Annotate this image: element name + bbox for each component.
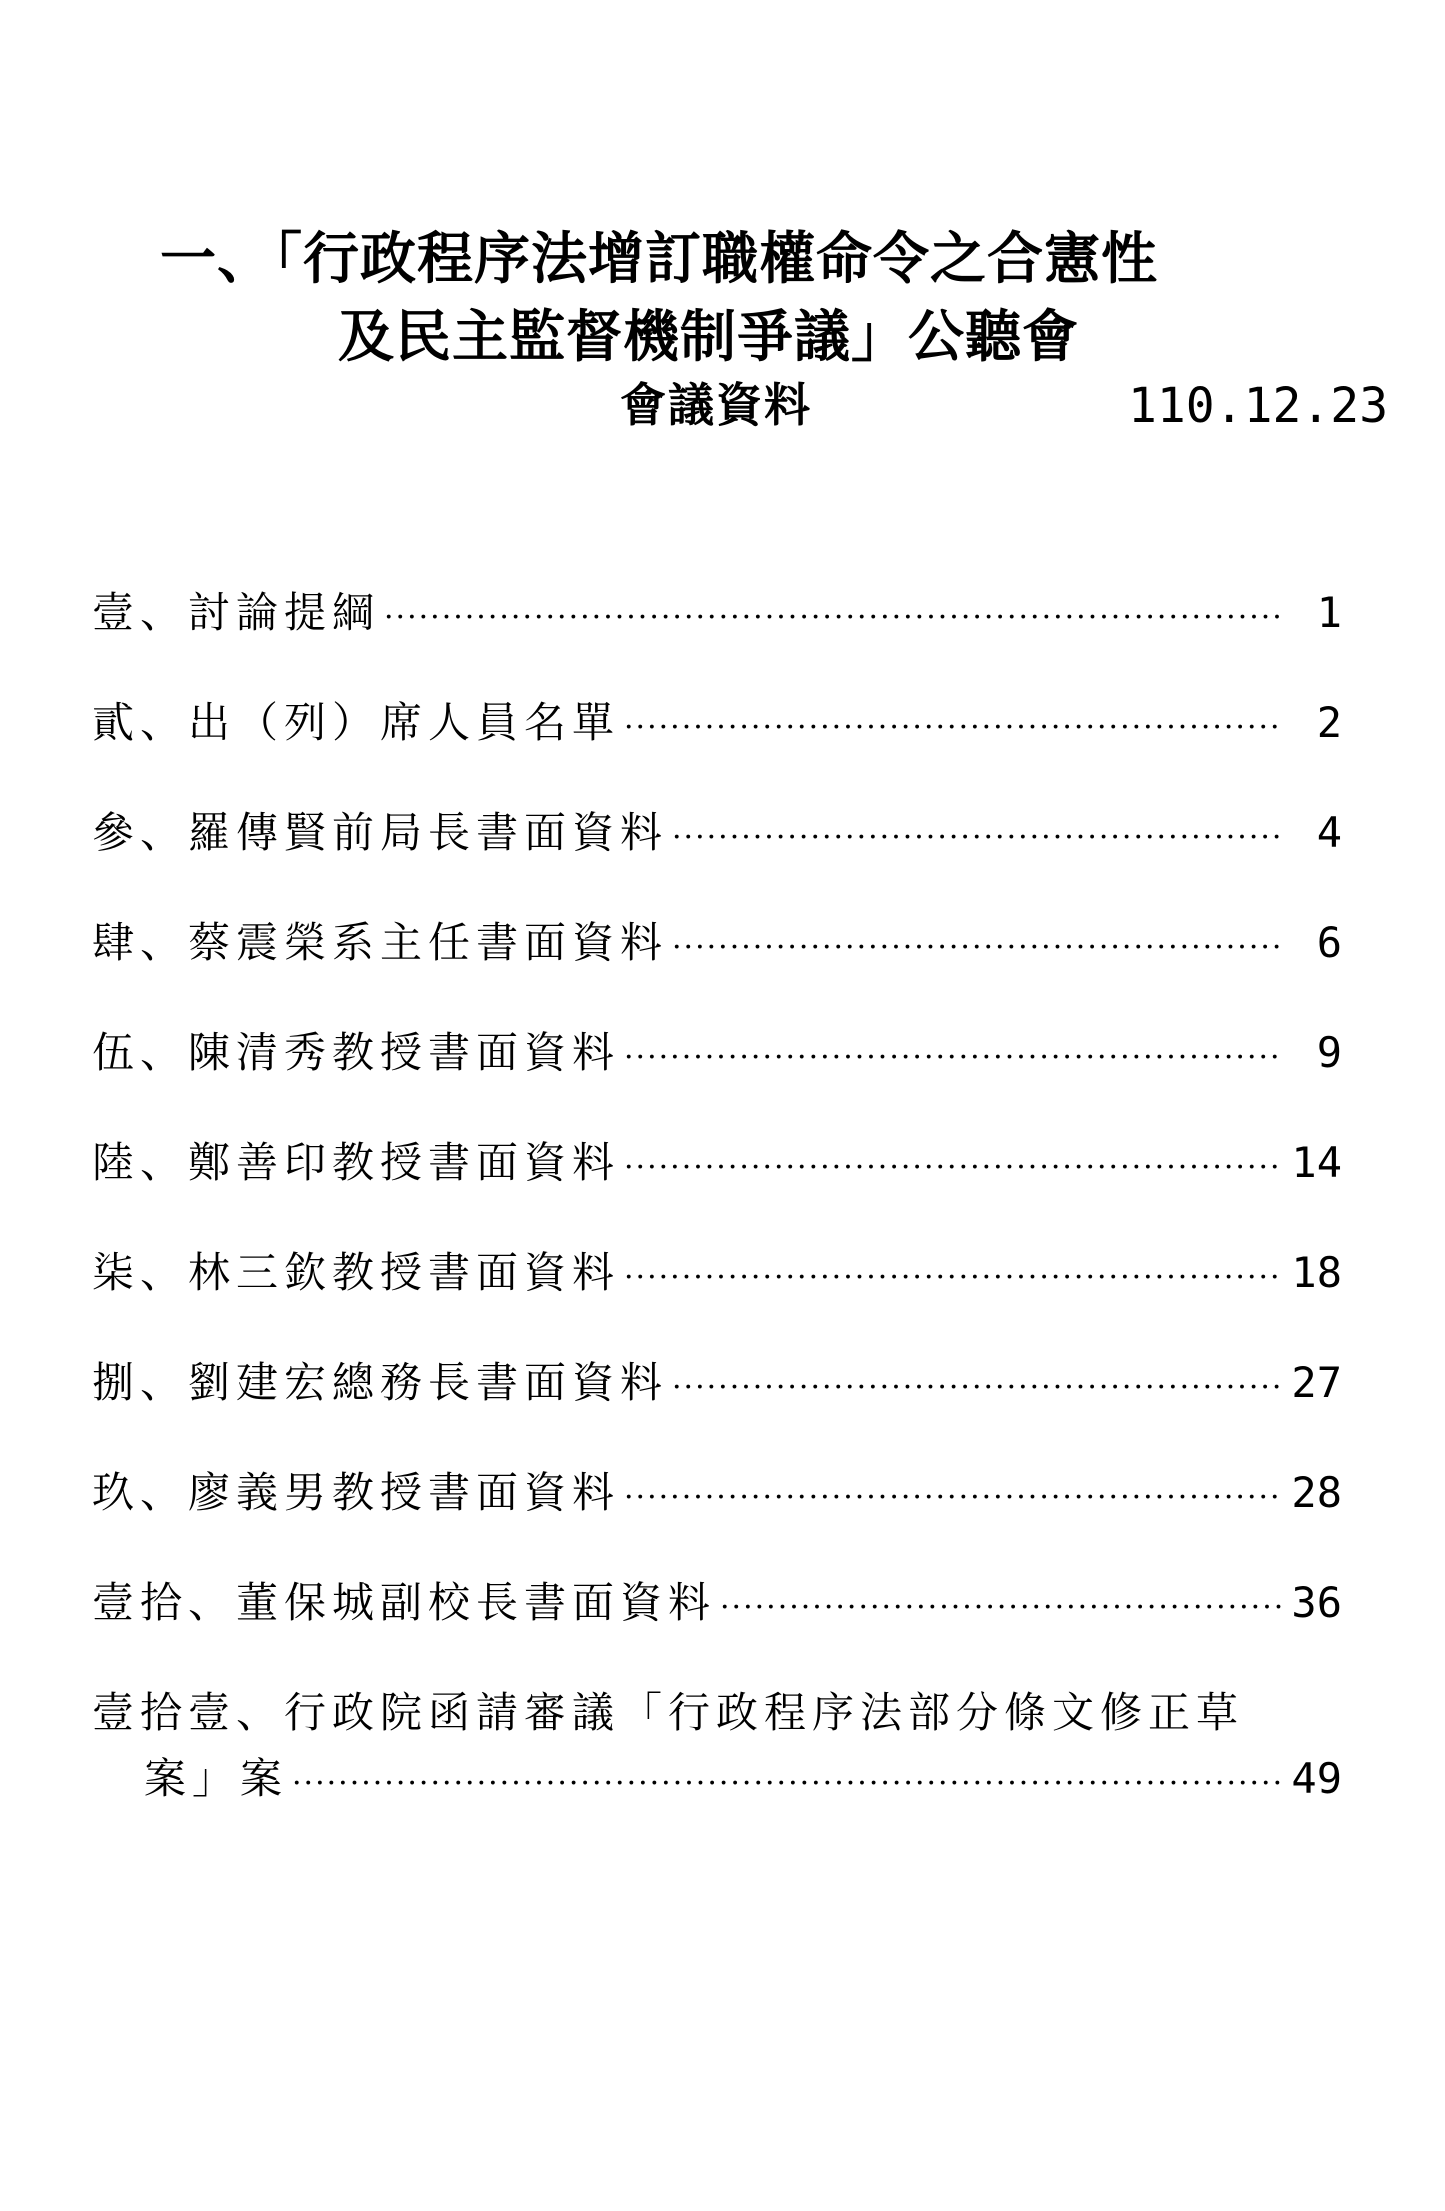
toc-item bbox=[92, 1136, 1342, 1246]
toc-item-page: 2 bbox=[1316, 698, 1342, 747]
toc-item-page: 18 bbox=[1291, 1248, 1342, 1297]
toc-item-label: 肆、蔡震榮系主任書面資料 bbox=[92, 918, 669, 967]
toc-item-page: 1 bbox=[1316, 588, 1342, 637]
page-title-line-2: 及民主監督機制爭議」公聽會 bbox=[338, 305, 1079, 370]
toc-item-label: 壹、討論提綱 bbox=[92, 588, 381, 637]
page-title-line-1: 一、「行政程序法增訂職權命令之合憲性 bbox=[160, 227, 1158, 292]
toc-item-page: 4 bbox=[1316, 808, 1342, 857]
document-date: 110.12.23 bbox=[1128, 378, 1389, 434]
toc-leader-dots bbox=[672, 1361, 1284, 1415]
toc-item-label: 陸、鄭善印教授書面資料 bbox=[92, 1138, 621, 1187]
toc-leader-dots bbox=[672, 921, 1284, 975]
toc-leader-dots bbox=[624, 1251, 1284, 1305]
toc-item-label: 玖、廖義男教授書面資料 bbox=[92, 1468, 621, 1517]
toc-item bbox=[92, 916, 1342, 1026]
toc-item bbox=[92, 586, 1342, 696]
toc-item-page: 49 bbox=[1291, 1754, 1342, 1803]
toc-item-page: 36 bbox=[1291, 1578, 1342, 1627]
toc-item-page: 14 bbox=[1291, 1138, 1342, 1187]
toc-item bbox=[92, 696, 1342, 806]
toc-item bbox=[92, 1576, 1342, 1686]
document-subtitle: 會議資料 bbox=[620, 378, 812, 432]
toc-leader-dots bbox=[624, 701, 1284, 755]
toc-leader-dots bbox=[672, 811, 1284, 865]
toc-item-label-line-1: 壹拾壹、行政院函請審議「行政程序法部分條文修正草 bbox=[92, 1688, 1245, 1737]
toc-leader-dots bbox=[624, 1471, 1284, 1525]
toc-item-page: 9 bbox=[1316, 1028, 1342, 1077]
toc-item-page: 28 bbox=[1291, 1468, 1342, 1517]
toc-item-label: 捌、劉建宏總務長書面資料 bbox=[92, 1358, 669, 1407]
toc-item-label-line-2: 案」案 bbox=[144, 1754, 289, 1803]
toc-leader-dots bbox=[292, 1757, 1284, 1811]
toc-leader-dots bbox=[384, 591, 1284, 645]
toc-item-page: 6 bbox=[1316, 918, 1342, 967]
toc-item-label: 壹拾、董保城副校長書面資料 bbox=[92, 1578, 717, 1627]
toc-item-label: 伍、陳清秀教授書面資料 bbox=[92, 1028, 621, 1077]
toc-item-label: 參、羅傳賢前局長書面資料 bbox=[92, 808, 669, 857]
toc-leader-dots bbox=[624, 1031, 1284, 1085]
toc-item bbox=[92, 1466, 1342, 1576]
toc-leader-dots bbox=[720, 1581, 1284, 1635]
toc-item-multiline bbox=[92, 1686, 1342, 1816]
toc-item bbox=[92, 1026, 1342, 1136]
toc-item-label: 柒、林三欽教授書面資料 bbox=[92, 1248, 621, 1297]
toc-leader-dots bbox=[624, 1141, 1284, 1195]
toc-item bbox=[92, 1246, 1342, 1356]
toc-item-label: 貳、出（列）席人員名單 bbox=[92, 698, 621, 747]
toc-item bbox=[92, 1356, 1342, 1466]
toc-item-page: 27 bbox=[1291, 1358, 1342, 1407]
table-of-contents bbox=[92, 586, 1342, 1816]
toc-item bbox=[92, 806, 1342, 916]
